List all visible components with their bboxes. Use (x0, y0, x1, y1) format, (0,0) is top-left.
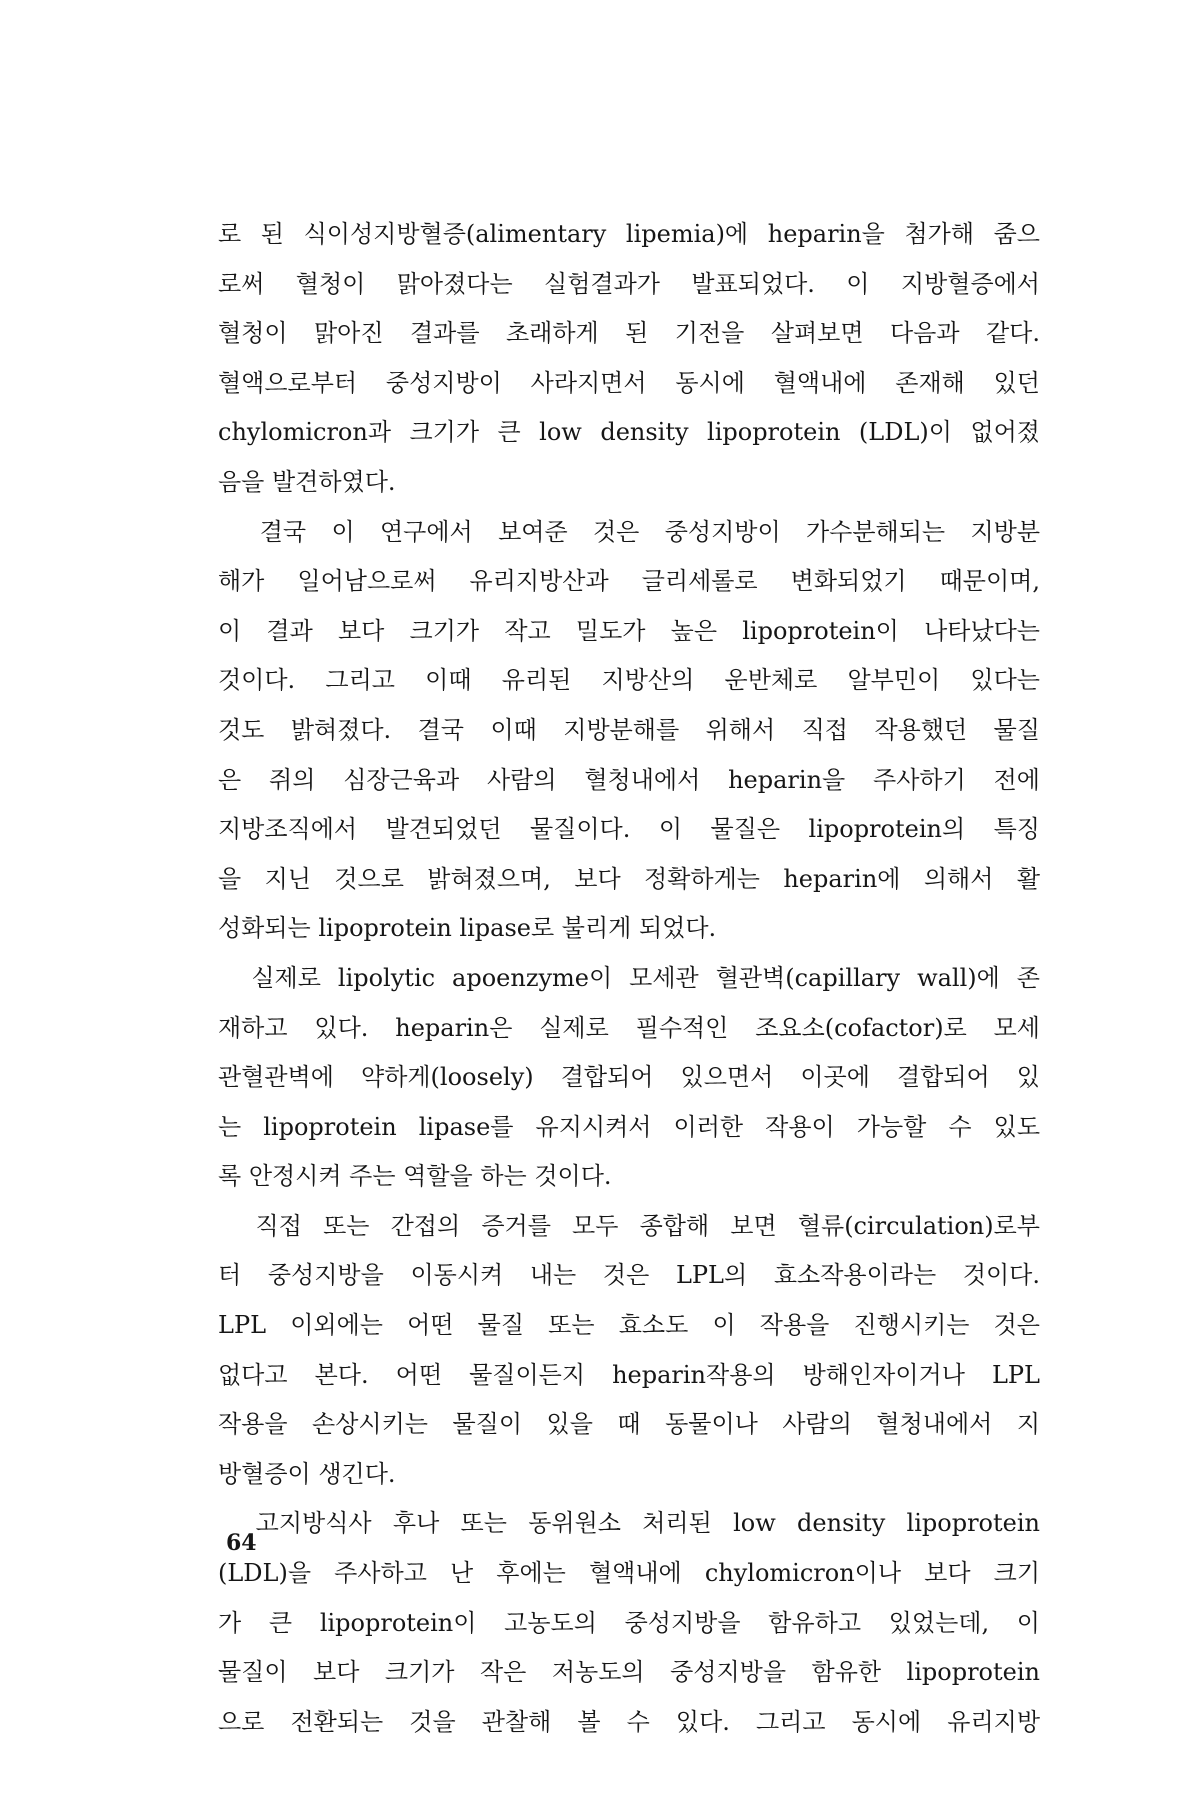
text-line: 는 lipoprotein lipase를 유지시켜서 이러한 작용이 가능할 수 있도 (218, 1112, 1040, 1141)
text-line: LPL 이외에는 어떤 물질 또는 효소도 이 작용을 진행시키는 것은 (218, 1311, 1040, 1340)
text-line: 혈청이 맑아진 결과를 초래하게 된 기전을 살펴보면 다음과 같다. (218, 319, 1040, 348)
body-text (218, 210, 1040, 1747)
text-line: 성화되는 lipoprotein lipase로 불리게 되었다. (218, 914, 717, 943)
text-line: 가 큰 lipoprotein이 고농도의 중성지방을 함유하고 있었는데, 이 (218, 1608, 1040, 1637)
text-line: 이 결과 보다 크기가 작고 밀도가 높은 lipoprotein이 나타났다는 (218, 616, 1040, 645)
text-line: 은 쥐의 심장근육과 사람의 혈청내에서 heparin을 주사하기 전에 (218, 765, 1040, 794)
text-line: 실제로 lipolytic apoenzyme이 모세관 혈관벽(capillary wall)에 존 (218, 963, 1040, 992)
text-line: 로써 혈청이 맑아졌다는 실험결과가 발표되었다. 이 지방혈증에서 (218, 269, 1040, 298)
text-line: 없다고 본다. 어떤 물질이든지 heparin작용의 방해인자이거나 LPL (218, 1360, 1040, 1389)
text-line: (LDL)을 주사하고 난 후에는 혈액내에 chylomicron이나 보다 크기 (218, 1559, 1040, 1588)
text-line: 터 중성지방을 이동시켜 내는 것은 LPL의 효소작용이라는 것이다. (218, 1261, 1040, 1290)
text-line: 재하고 있다. heparin은 실제로 필수적인 조요소(cofactor)로 모세 (218, 1013, 1040, 1042)
text-line: 음을 발견하였다. (218, 467, 396, 496)
text-line: 결국 이 연구에서 보여준 것은 중성지방이 가수분해되는 지방분 (218, 517, 1040, 546)
text-line: 으로 전환되는 것을 관찰해 볼 수 있다. 그리고 동시에 유리지방 (218, 1707, 1040, 1736)
text-line: 혈액으로부터 중성지방이 사라지면서 동시에 혈액내에 존재해 있던 (218, 368, 1040, 397)
text-line: 방혈증이 생긴다. (218, 1459, 396, 1488)
text-line: 고지방식사 후나 또는 동위원소 처리된 low density lipoprotein (218, 1509, 1040, 1538)
text-line: 을 지닌 것으로 밝혀졌으며, 보다 정확하게는 heparin에 의해서 활 (218, 864, 1040, 893)
page-number: 64 (226, 1530, 257, 1556)
text-line: 지방조직에서 발견되었던 물질이다. 이 물질은 lipoprotein의 특징 (218, 815, 1040, 844)
text-line: 물질이 보다 크기가 작은 저농도의 중성지방을 함유한 lipoprotein (218, 1658, 1040, 1687)
text-line: 관혈관벽에 약하게(loosely) 결합되어 있으면서 이곳에 결합되어 있 (218, 1063, 1040, 1092)
text-line: chylomicron과 크기가 큰 low density lipoprotein (LDL)이 없어졌 (218, 418, 1040, 447)
text-line: 것이다. 그리고 이때 유리된 지방산의 운반체로 알부민이 있다는 (218, 666, 1040, 695)
text-line: 작용을 손상시키는 물질이 있을 때 동물이나 사람의 혈청내에서 지 (218, 1410, 1040, 1439)
text-line: 해가 일어남으로써 유리지방산과 글리세롤로 변화되었기 때문이며, (218, 567, 1040, 596)
text-line: 것도 밝혀졌다. 결국 이때 지방분해를 위해서 직접 작용했던 물질 (218, 715, 1040, 744)
text-line: 록 안정시켜 주는 역할을 하는 것이다. (218, 1162, 612, 1191)
text-line: 로 된 식이성지방혈증(alimentary lipemia)에 heparin을 첨가해 줌으 (218, 220, 1040, 248)
text-line: 직접 또는 간접의 증거를 모두 종합해 보면 혈류(circulation)로부 (218, 1211, 1040, 1240)
